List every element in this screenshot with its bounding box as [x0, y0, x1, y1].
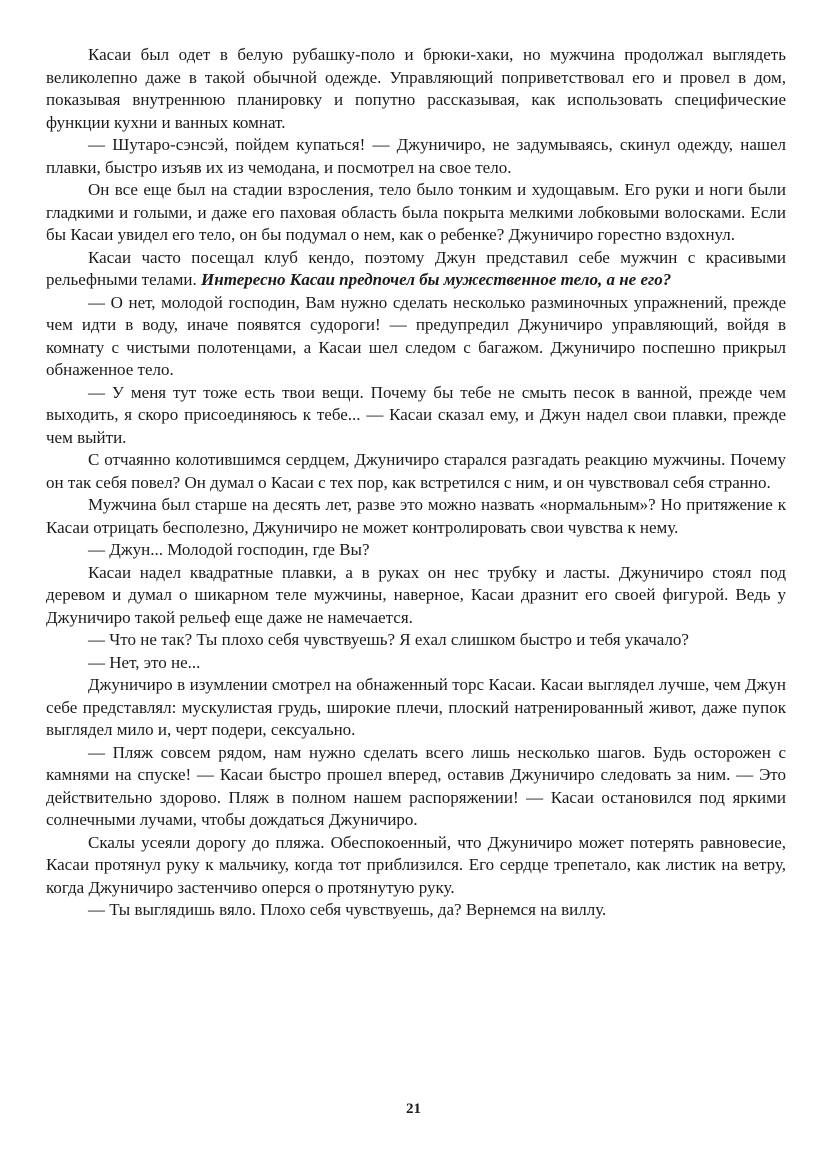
paragraph — [46, 539, 786, 562]
body-text: Мужчина был старше на десять лет, разве это можно назвать «нормальным»? Но притяжение к Касаи отрицать бесполезно, Джуничиро не может контролировать свои чувства к нему. — [46, 495, 786, 537]
body-text: — Пляж совсем рядом, нам нужно сделать всего лишь несколько шагов. Будь осторожен с камнями на спуске! — Касаи быстро прошел вперед, оставив Джуничиро следовать за ним. — Это действительно здорово. Пляж в полном нашем распоряжении! — Касаи остановился под яркими солнечными лучами, чтобы дождаться Джуничиро. — [46, 742, 786, 829]
page-number: 21 — [406, 1101, 421, 1117]
body-text: С отчаянно колотившимся сердцем, Джуничиро старался разгадать реакцию мужчины. Почему он так себя повел? Он думал о Касаи с тех пор, как встретился с ним, и он чувствовал себя странно. — [46, 450, 786, 492]
paragraph — [46, 179, 786, 247]
paragraph — [46, 629, 786, 652]
paragraph — [46, 742, 786, 832]
body-text: Касаи часто посещал клуб кендо, поэтому Джун представил себе мужчин с красивыми рельефными телами. — [46, 247, 786, 289]
paragraph — [46, 674, 786, 742]
paragraph — [46, 449, 786, 494]
body-text: Джуничиро в изумлении смотрел на обнаженный торс Касаи. Касаи выглядел лучше, чем Джун себе представлял: мускулистая грудь, широкие плечи, плоский натренированный живот, даже пупок выглядел мило и, черт подери, сексуально. — [46, 675, 786, 739]
body-text: Касаи был одет в белую рубашку-поло и брюки-хаки, но мужчина продолжал выглядеть великолепно даже в такой обычной одежде. Управляющий поприветствовал его и провел в дом, показывая внутреннюю планировку и попутно рассказывая, как использовать специфические функции кухни и ванных комнат. — [46, 45, 786, 132]
body-text: Он все еще был на стадии взросления, тело было тонким и худощавым. Его руки и ноги были гладкими и голыми, и даже его паховая область была покрыта мелкими лобковыми волосками. Если бы Касаи увидел его тело, он бы подумал о нем, как о ребенке? Джуничиро горестно вздохнул. — [46, 180, 786, 244]
paragraph — [46, 562, 786, 630]
body-text: — Нет, это не... — [88, 652, 201, 672]
body-text: — Джун... Молодой господин, где Вы? — [88, 540, 370, 559]
body-text: — У меня тут тоже есть твои вещи. Почему бы тебе не смыть песок в ванной, прежде чем выходить, я скоро присоединяюсь к тебе... — Касаи сказал ему, и Джун надел свои плавки, прежде чем выйти. — [46, 382, 786, 447]
body-text: — Шутаро-сэнсэй, пойдем купаться! — Джуничиро, не задумываясь, скинул одежду, нашел плавки, быстро изъяв их из чемодана, и посмотрел на свое тело. — [46, 135, 786, 177]
paragraph — [46, 494, 786, 539]
paragraph — [46, 292, 786, 382]
body-text: — Ты выглядишь вяло. Плохо себя чувствуешь, да? Вернемся на виллу. — [88, 900, 607, 919]
emphasized-text: Интересно Касаи предпочел бы мужественное тело, а не его? — [201, 270, 672, 289]
body-text: — О нет, молодой господин, Вам нужно сделать несколько разминочных упражнений, прежде чем идти в воду, иначе появятся судороги! — предупредил Джуничиро управляющий, войдя в комнату с чистыми полотенцами, а Касаи шел следом с багажом. Джуничиро поспешно прикрыл обнаженное тело. — [46, 292, 786, 379]
body-text: Скалы усеяли дорогу до пляжа. Обеспокоенный, что Джуничиро может потерять равновесие, Касаи протянул руку к мальчику, когда тот приблизился. Его сердце трепетало, как листик на ветру, когда Джуничиро застенчиво оперся о протянутую руку. — [46, 832, 786, 897]
paragraph — [46, 652, 786, 675]
paragraph — [46, 832, 786, 900]
paragraph — [46, 382, 786, 450]
paragraph — [46, 247, 786, 292]
paragraph — [46, 899, 786, 922]
page-text — [46, 44, 786, 922]
body-text: — Что не так? Ты плохо себя чувствуешь? Я ехал слишком быстро и тебя укачало? — [88, 630, 689, 649]
paragraph — [46, 134, 786, 179]
paragraph — [46, 44, 786, 134]
body-text: Касаи надел квадратные плавки, а в руках он нес трубку и ласты. Джуничиро стоял под деревом и думал о шикарном теле мужчины, наверное, Касаи дразнит его своей фигурой. Ведь у Джуничиро такой рельеф еще даже не намечается. — [46, 562, 786, 627]
